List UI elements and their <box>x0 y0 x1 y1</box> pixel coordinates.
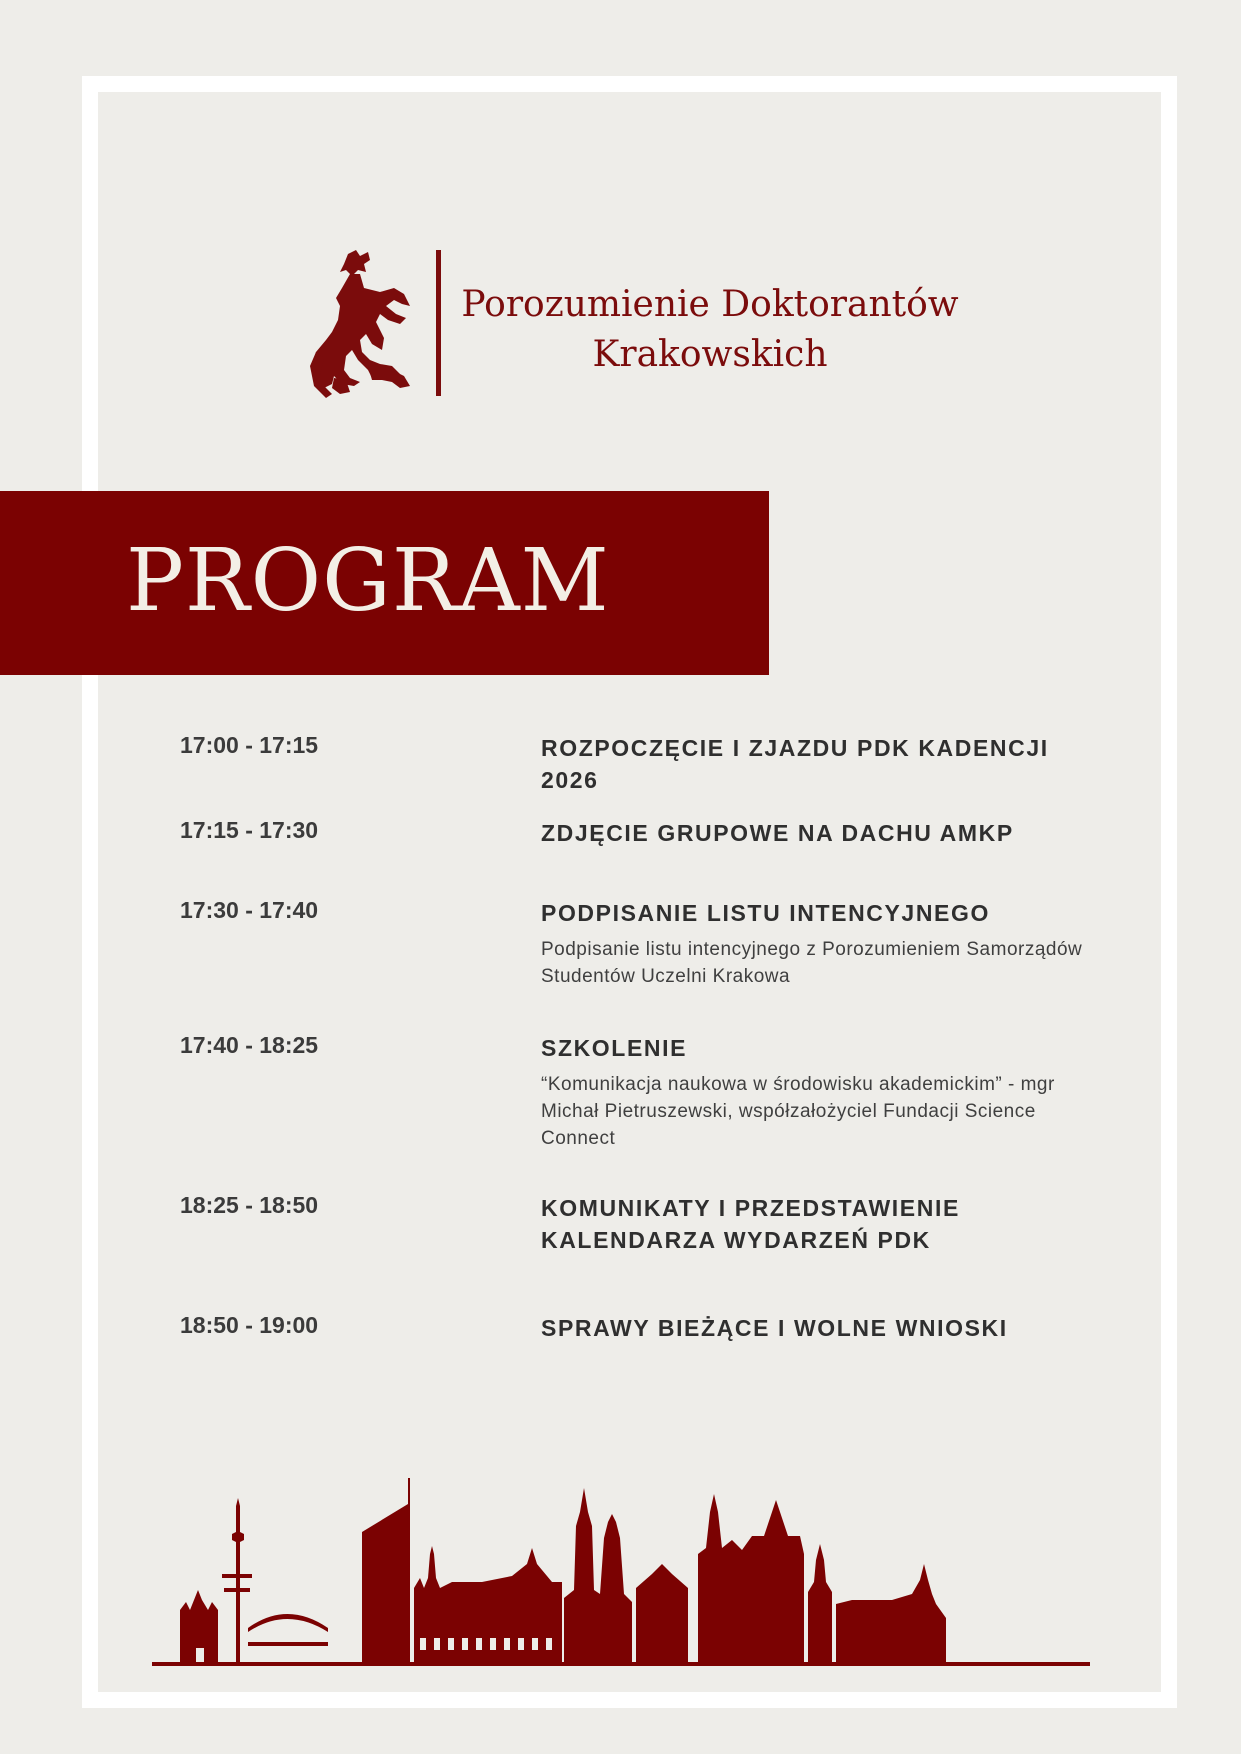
schedule-title: ROZPOCZĘCIE I ZJAZDU PDK KADENCJI 2026 <box>541 735 1049 793</box>
organization-name-line1: Porozumienie Doktorantów <box>461 284 959 325</box>
schedule-time: 17:30 - 17:40 <box>180 897 319 923</box>
program-banner <box>0 491 769 675</box>
schedule-title: SPRAWY BIEŻĄCE I WOLNE WNIOSKI <box>541 1315 1008 1341</box>
schedule-time: 17:00 - 17:15 <box>180 732 319 758</box>
organization-name <box>460 280 960 380</box>
schedule-description: “Komunikacja naukowa w środowisku akademickim” - mgr Michał Pietruszewski, współzałożyciel Fundacji Science Connect <box>541 1074 1055 1149</box>
schedule-description: Podpisanie listu intencyjnego z Porozumieniem Samorządów Studentów Uczelni Krakowa <box>541 939 1083 987</box>
schedule-time: 18:25 - 18:50 <box>180 1192 319 1218</box>
schedule-title: ZDJĘCIE GRUPOWE NA DACHU AMKP <box>541 820 1014 846</box>
krakow-skyline-icon <box>152 1478 1090 1668</box>
logo-divider <box>436 250 441 396</box>
schedule-time: 17:40 - 18:25 <box>180 1032 319 1058</box>
schedule-title: KOMUNIKATY I PRZEDSTAWIENIE KALENDARZA WYDARZEŃ PDK <box>541 1195 960 1253</box>
dragon-icon <box>310 248 416 400</box>
page-title: PROGRAM <box>126 531 610 631</box>
schedule-title: PODPISANIE LISTU INTENCYJNEGO <box>541 900 990 926</box>
logo <box>310 248 990 400</box>
organization-name-line2: Krakowskich <box>592 334 828 375</box>
schedule-time: 17:15 - 17:30 <box>180 817 319 843</box>
schedule-title: SZKOLENIE <box>541 1035 688 1061</box>
schedule-time: 18:50 - 19:00 <box>180 1312 319 1338</box>
